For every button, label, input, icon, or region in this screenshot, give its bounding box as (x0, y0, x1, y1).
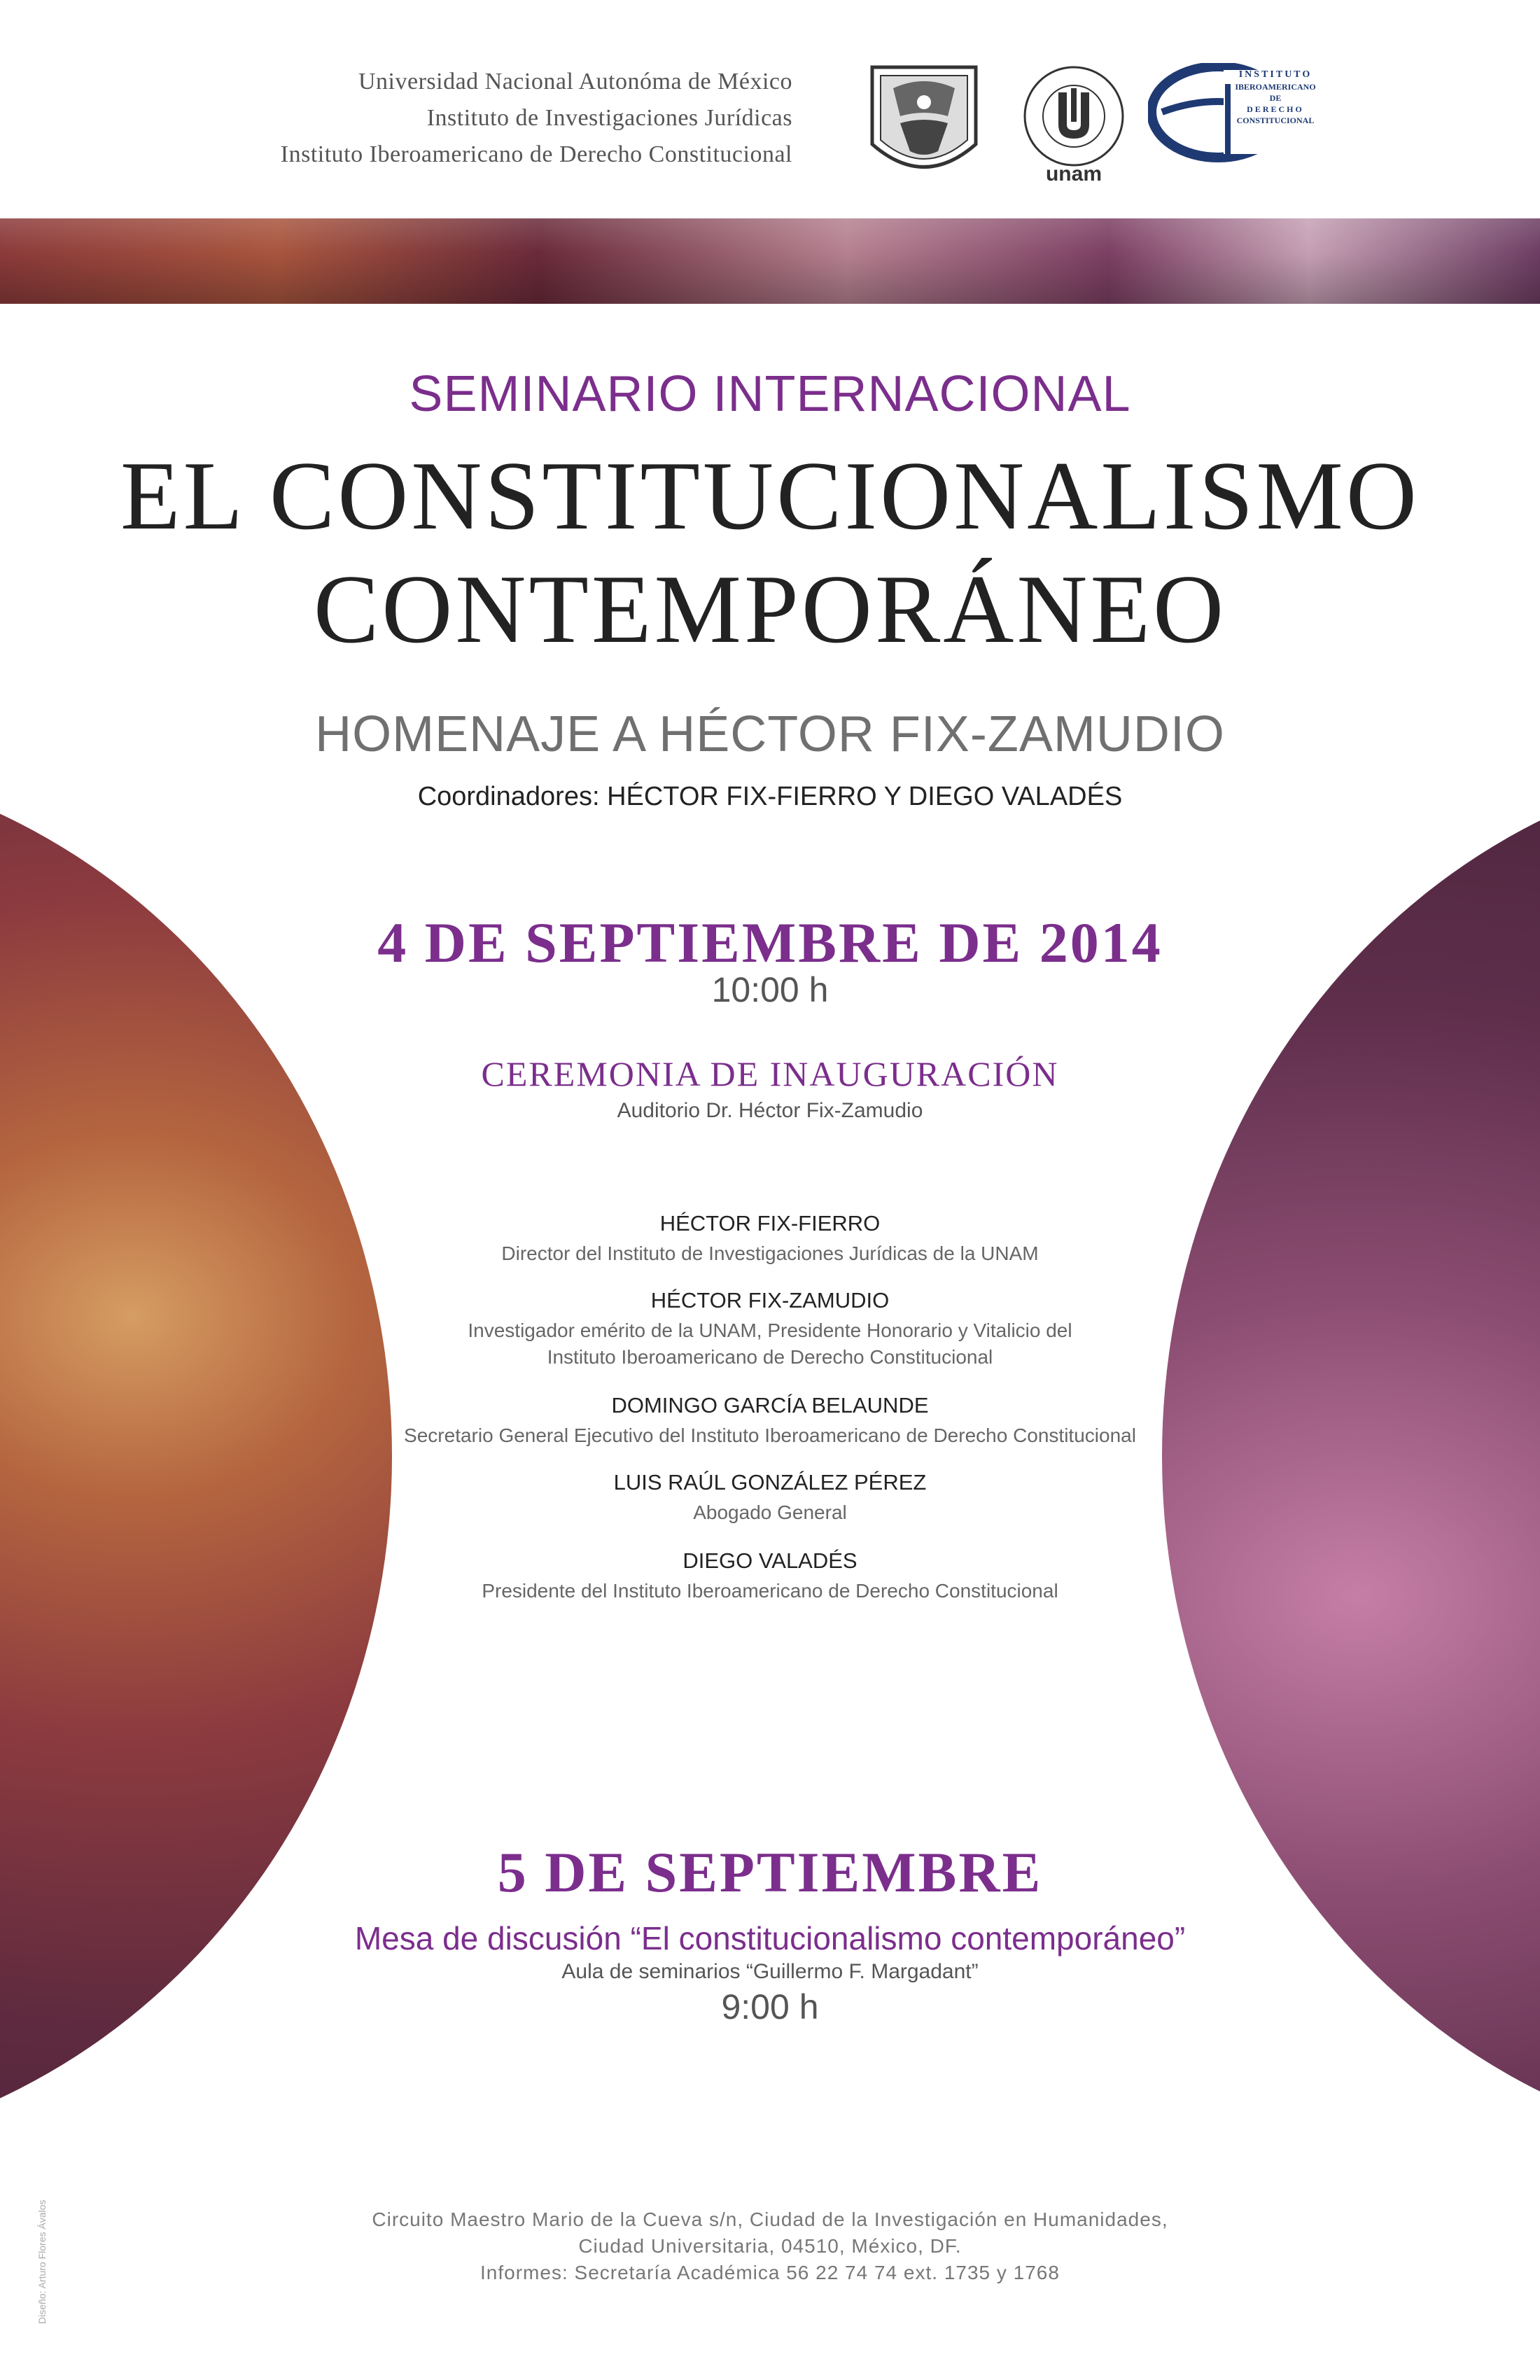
design-credit: Diseño: Arturo Flores Ávalos (36, 2199, 48, 2324)
participant-desc: Presidente del Instituto Iberoamericano de Derecho Constitucional (482, 1580, 1058, 1602)
participant-desc: Secretario General Ejecutivo del Instituto Iberoamericano de Derecho Constitucional (404, 1424, 1136, 1446)
iidc-text-3: DE (1269, 93, 1282, 103)
day1-venue: Auditorio Dr. Héctor Fix-Zamudio (617, 1099, 923, 1122)
participant-name: DOMINGO GARCÍA BELAUNDE (611, 1393, 929, 1418)
iidc-text-4: DERECHO (1247, 104, 1304, 114)
iidc-text-2: IBEROAMERICANO (1235, 82, 1316, 92)
header (0, 0, 1540, 217)
participant-name: LUIS RAÚL GONZÁLEZ PÉREZ (613, 1470, 927, 1494)
day2-date: 5 DE SEPTIEMBRE (497, 1840, 1043, 1904)
main-title-line2: CONTEMPORÁNEO (313, 555, 1227, 664)
homenaje-subtitle: HOMENAJE A HÉCTOR FIX-ZAMUDIO (315, 706, 1225, 762)
day1-event: CEREMONIA DE INAUGURACIÓN (481, 1054, 1059, 1093)
iidc-text-5: CONSTITUCIONAL (1236, 115, 1315, 125)
footer-line3: Informes: Secretaría Académica 56 22 74 74 ext. 1735 y 1768 (480, 2262, 1060, 2283)
institution-unam: Universidad Nacional Autonóma de México (358, 69, 792, 94)
iij-logo (1015, 60, 1133, 185)
participant-desc: Abogado General (693, 1502, 847, 1523)
day1-date: 4 DE SEPTIEMBRE DE 2014 (377, 911, 1163, 974)
day2-event: Mesa de discusión “El constitucionalismo contemporáneo” (354, 1920, 1186, 1956)
institution-iij: Instituto de Investigaciones Jurídicas (426, 105, 792, 131)
photo-band (0, 218, 1540, 304)
footer-line1: Circuito Maestro Mario de la Cueva s/n, Ciudad de la Investigación en Humanidades, (372, 2208, 1168, 2230)
seminario-label: SEMINARIO INTERNACIONAL (409, 366, 1131, 422)
participant-name: DIEGO VALADÉS (682, 1548, 858, 1573)
unam-seal-logo (865, 60, 983, 185)
iidc-logo (1148, 63, 1323, 168)
footer-address (0, 2206, 1540, 2286)
iij-sub-text: unam (1045, 162, 1102, 185)
footer-line2: Ciudad Universitaria, 04510, México, DF. (578, 2235, 962, 2257)
participant-desc: Director del Instituto de Investigaciones Jurídicas de la UNAM (501, 1242, 1039, 1264)
day2-time: 9:00 h (721, 1987, 819, 2026)
day2-venue: Aula de seminarios “Guillermo F. Margadant” (561, 1960, 979, 1983)
institution-iidc: Instituto Iberoamericano de Derecho Constitucional (280, 141, 792, 167)
participant-name: HÉCTOR FIX-FIERRO (659, 1211, 881, 1236)
participant-name: HÉCTOR FIX-ZAMUDIO (650, 1288, 890, 1312)
coordinators: Coordinadores: HÉCTOR FIX-FIERRO Y DIEGO VALADÉS (417, 782, 1123, 811)
participant-desc: Investigador emérito de la UNAM, Presidente Honorario y Vitalicio del Instituto Iberoamericano de Derecho Constitucional (468, 1320, 1072, 1368)
main-title-line1: EL CONSTITUCIONALISMO (120, 442, 1420, 550)
day1-time: 10:00 h (711, 970, 829, 1009)
iidc-text-1: INSTITUTO (1238, 69, 1312, 80)
